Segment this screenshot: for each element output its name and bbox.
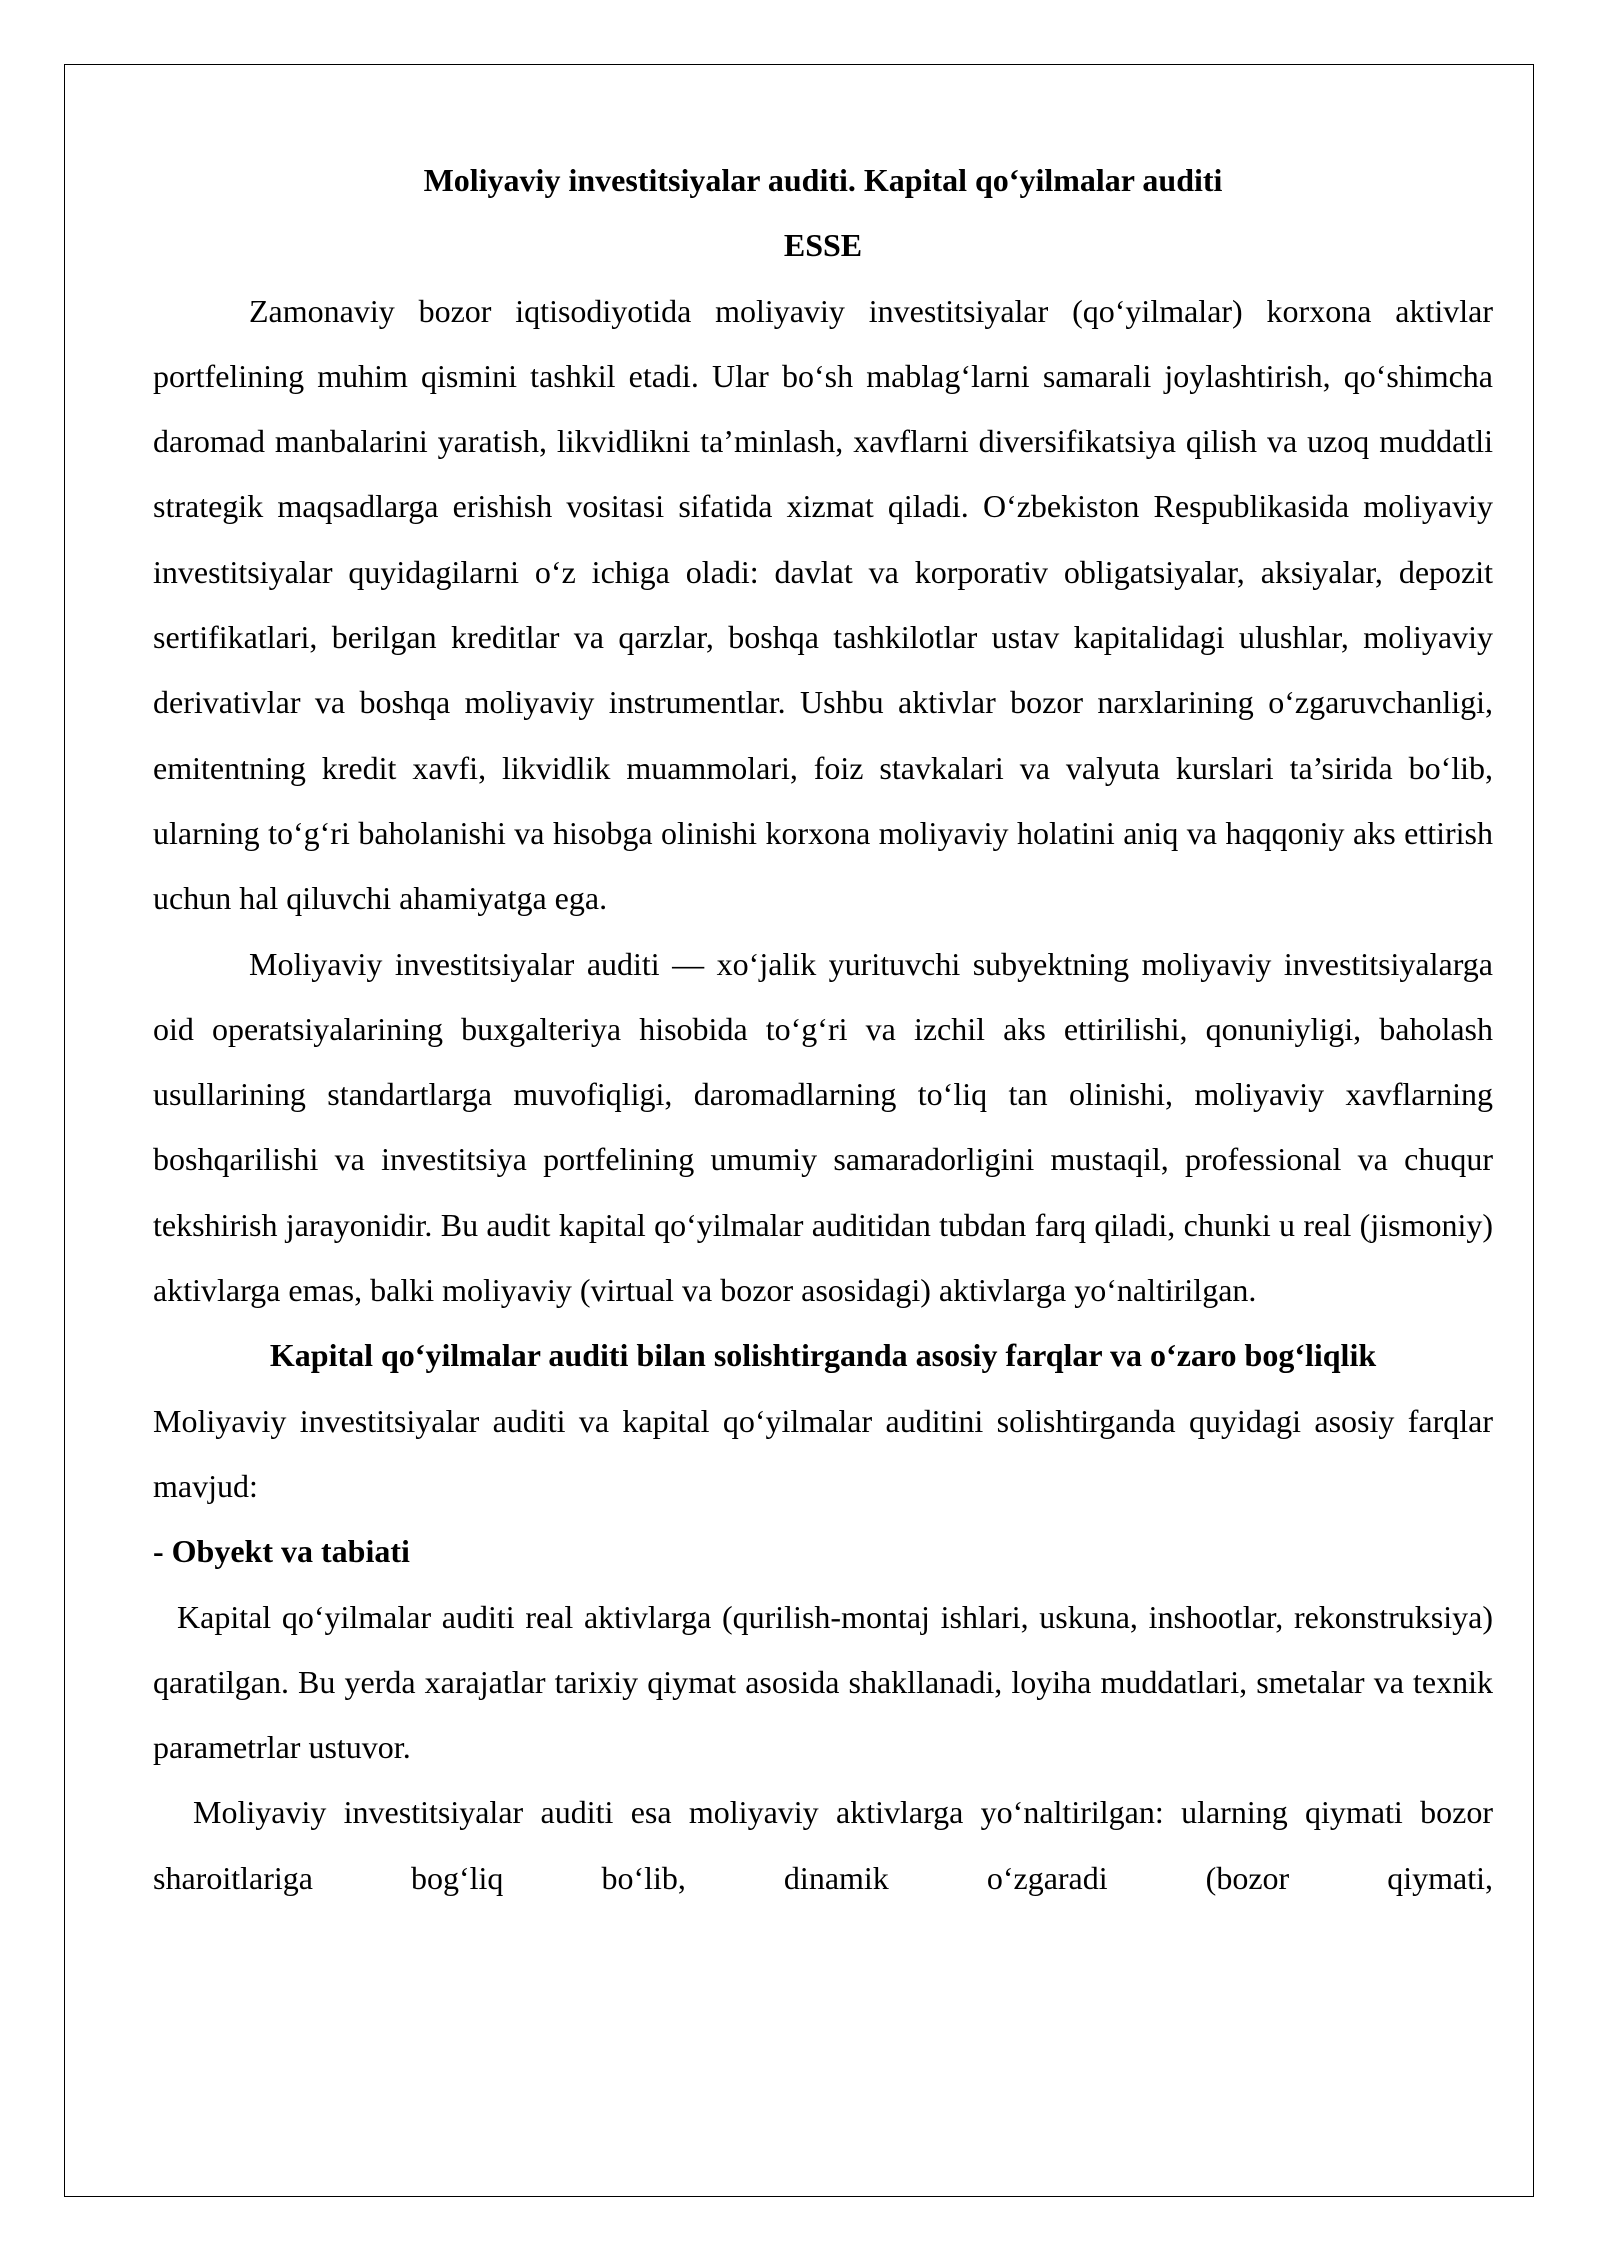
paragraph-comparison-intro: Moliyaviy investitsiyalar auditi va kapital qo‘yilmalar auditini solishtirganda quyidagi asosiy farqlar mavjud: [153, 1402, 1493, 1504]
paragraph-capital-audit: Kapital qo‘yilmalar auditi real aktivlarga (qurilish-montaj ishlari, uskuna, inshootlar, rekonstruksiya) qaratilgan. Bu yerda xarajatlar tarixiy qiymat asosida shakllanadi, loyiha muddatlari, smetalar va texnik parametrlar ustuvor. [153, 1598, 1493, 1766]
paragraph-definition: Moliyaviy investitsiyalar auditi — xo‘jalik yurituvchi subyektning moliyaviy investitsiyalarga oid operatsiyalarining buxgalteriya hisobida to‘g‘ri va izchil aks ettirilishi, qonuniyligi, baholash usullarining standartlarga muvofiqligi, daromadlarning to‘liq tan olinishi, moliyaviy xavflarning boshqarilishi va investitsiya portfelining umumiy samaradorligini mustaqil, professional va chuqur tekshirish jarayonidir. Bu audit kapital qo‘yilmalar auditidan tubdan farq qiladi, chunki u real (jismoniy) aktivlarga emas, balki moliyaviy (virtual va bozor asosidagi) aktivlarga yo‘naltirilgan. [153, 945, 1493, 1309]
document-title: Moliyaviy investitsiyalar auditi. Kapital qo‘yilmalar auditi [423, 162, 1223, 198]
sub-heading-object: - Obyekt va tabiati [153, 1533, 410, 1570]
paragraph-financial-audit: Moliyaviy investitsiyalar auditi esa moliyaviy aktivlarga yo‘naltirilgan: ularning qiymati bozor sharoitlariga bog‘liq bo‘lib, dinamik o‘zgaradi (bozor qiymati, [153, 1794, 1493, 1896]
paragraph-intro: Zamonaviy bozor iqtisodiyotida moliyaviy investitsiyalar (qo‘yilmalar) korxona aktivlar portfelining muhim qismini tashkil etadi. Ular bo‘sh mablag‘larni samarali joylashtirish, qo‘shimcha daromad manbalarini yaratish, likvidlikni ta’minlash, xavflarni diversifikatsiya qilish va uzoq muddatli strategik maqsadlarga erishish vositasi sifatida xizmat qiladi. O‘zbekiston Respublikasida moliyaviy investitsiyalar quyidagilarni o‘z ichiga oladi: davlat va korporativ obligatsiyalar, aksiyalar, depozit sertifikatlari, berilgan kreditlar va qarzlar, boshqa tashkilotlar ustav kapitalidagi ulushlar, moliyaviy derivativlar va boshqa moliyaviy instrumentlar. Ushbu aktivlar bozor narxlarining o‘zgaruvchanligi, emitentning kredit xavfi, likvidlik muammolari, foiz stavkalari va valyuta kurslari ta’sirida bo‘lib, ularning to‘g‘ri baholanishi va hisobga olinishi korxona moliyaviy holatini aniq va haqqoniy aks ettirish uchun hal qiluvchi ahamiyatga ega. [153, 292, 1493, 917]
section-heading-comparison: Kapital qo‘yilmalar auditi bilan solishtirganda asosiy farqlar va o‘zaro bog‘liqlik [269, 1337, 1377, 1374]
document-body [153, 148, 1493, 1911]
document-subtitle: ESSE [783, 227, 863, 264]
